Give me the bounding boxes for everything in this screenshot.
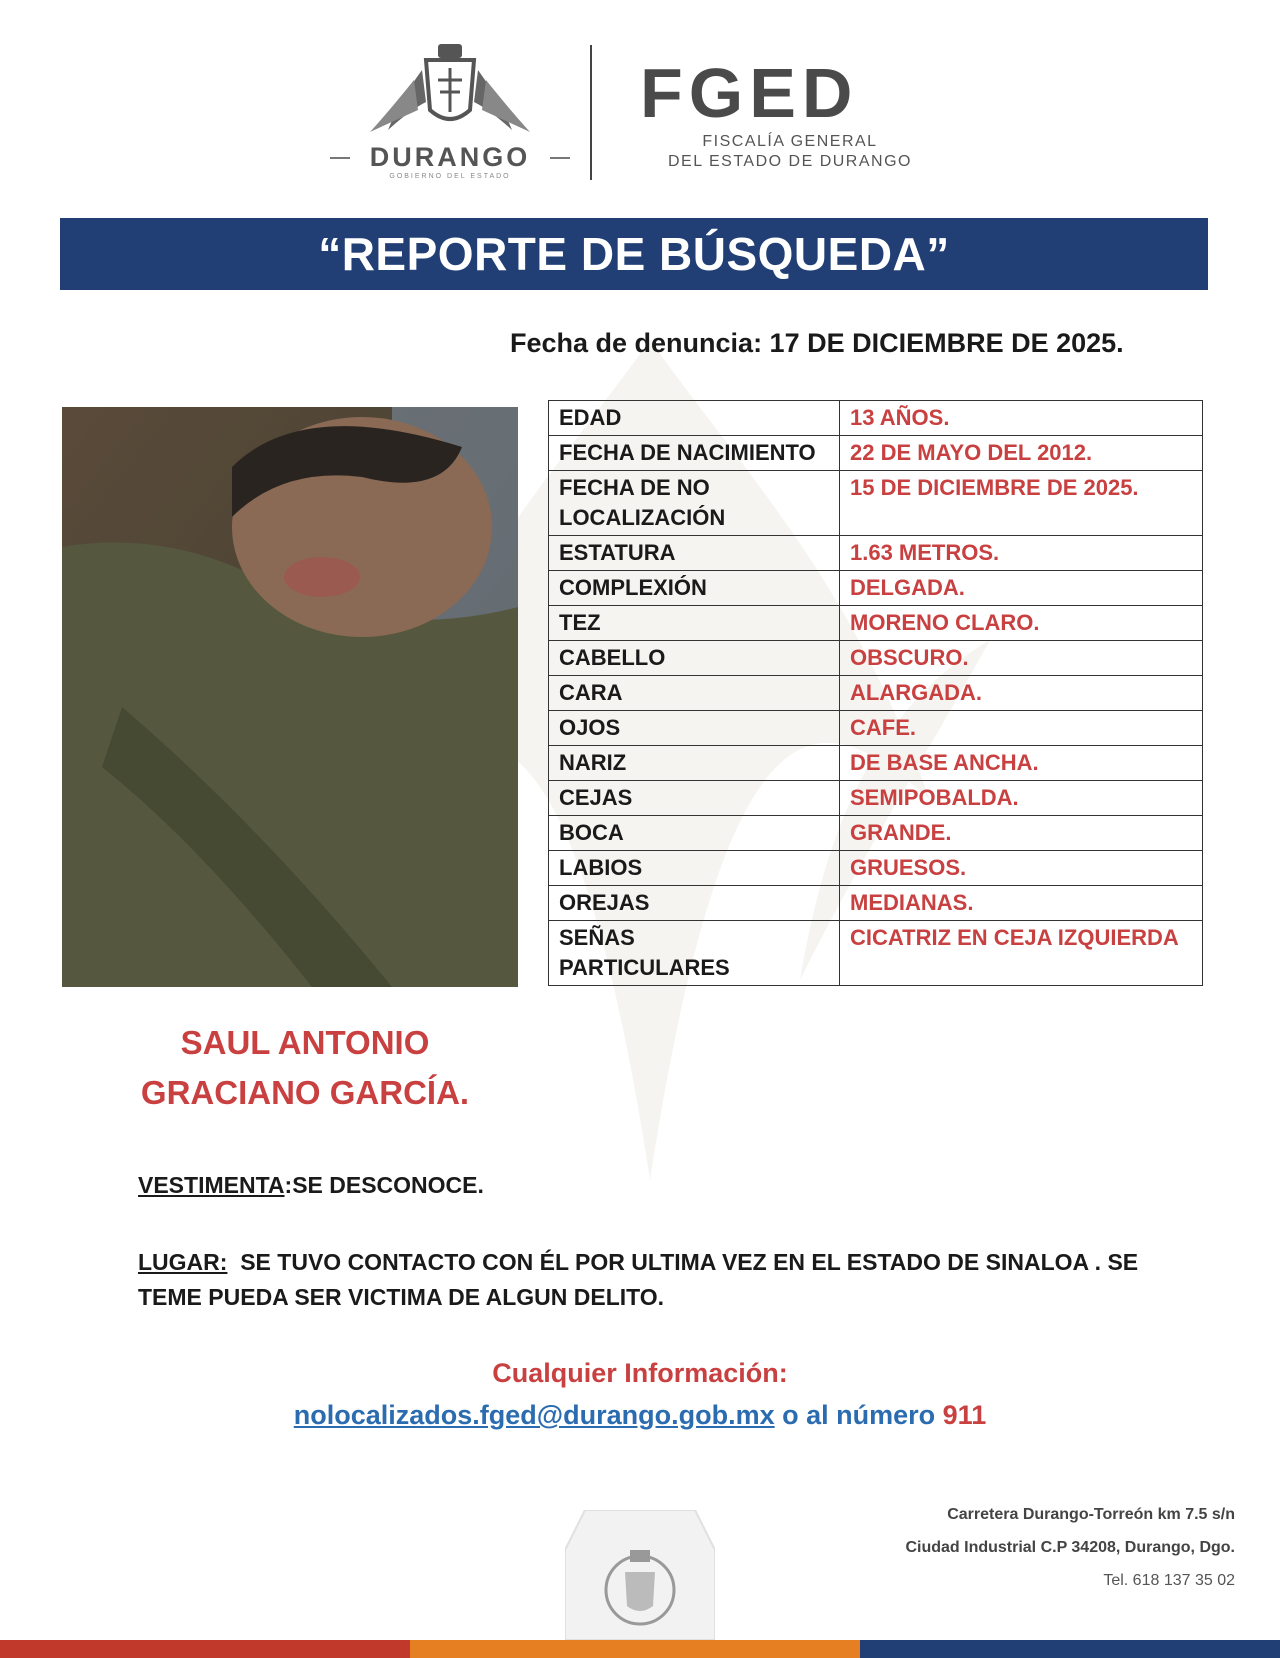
- person-photo-icon: [62, 407, 518, 987]
- detail-label: NARIZ: [549, 746, 840, 781]
- detail-value: 13 AÑOS.: [840, 401, 1203, 436]
- vestimenta-label: VESTIMENTA: [138, 1172, 285, 1198]
- detail-value: DELGADA.: [840, 571, 1203, 606]
- table-row: [549, 536, 1203, 571]
- detail-value: MORENO CLARO.: [840, 606, 1203, 641]
- table-row: [549, 641, 1203, 676]
- contact-email-link[interactable]: nolocalizados.fged@durango.gob.mx: [293, 1400, 775, 1430]
- fged-subtitle: [640, 132, 940, 172]
- contact-connector: o al número: [774, 1400, 943, 1430]
- detail-label: FECHA DE NO LOCALIZACIÓN: [549, 471, 840, 536]
- detail-value: DE BASE ANCHA.: [840, 746, 1203, 781]
- footer-color-bar: [0, 1640, 1280, 1658]
- detail-label: COMPLEXIÓN: [549, 571, 840, 606]
- lugar-value: SE TUVO CONTACTO CON ÉL POR ULTIMA VEZ EN EL ESTADO DE SINALOA . SE TEME PUEDA SER VICTIMA DE ALGUN DELITO.: [138, 1249, 1145, 1310]
- table-row: [549, 851, 1203, 886]
- vestimenta: [138, 1172, 484, 1199]
- detail-label: CABELLO: [549, 641, 840, 676]
- detail-label: FECHA DE NACIMIENTO: [549, 436, 840, 471]
- table-row: [549, 711, 1203, 746]
- durango-logo-text: DURANGO: [369, 142, 531, 172]
- detail-label: OJOS: [549, 711, 840, 746]
- footer-segment-red: [0, 1640, 410, 1658]
- table-row: [549, 401, 1203, 436]
- fged-subtitle-line1: FISCALÍA GENERAL: [702, 133, 878, 150]
- contact-line: [0, 1400, 1280, 1431]
- detail-value: CAFE.: [840, 711, 1203, 746]
- footer-segment-blue: [860, 1640, 1280, 1658]
- table-row: [549, 886, 1203, 921]
- table-row: [549, 436, 1203, 471]
- lugar-label: LUGAR:: [138, 1249, 228, 1275]
- table-row: [549, 816, 1203, 851]
- address-block: [905, 1498, 1235, 1597]
- fecha-denuncia: Fecha de denuncia: 17 DE DICIEMBRE DE 2025.: [510, 328, 1124, 358]
- detail-value: MEDIANAS.: [840, 886, 1203, 921]
- address-line2: Ciudad Industrial C.P 34208, Durango, Dgo.: [905, 1539, 1235, 1556]
- vestimenta-value: :SE DESCONOCE.: [284, 1172, 484, 1198]
- detail-label: BOCA: [549, 816, 840, 851]
- detail-label: LABIOS: [549, 851, 840, 886]
- durango-logo-subtext: GOBIERNO DEL ESTADO: [389, 173, 511, 180]
- detail-value: 1.63 METROS.: [840, 536, 1203, 571]
- banner-title: “REPORTE DE BÚSQUEDA”: [318, 228, 950, 280]
- detail-label: CEJAS: [549, 781, 840, 816]
- fged-title: FGED: [640, 54, 859, 132]
- durango-emblem-icon: [330, 40, 570, 140]
- detail-label: CARA: [549, 676, 840, 711]
- detail-label: TEZ: [549, 606, 840, 641]
- detail-label: OREJAS: [549, 886, 840, 921]
- person-name: [105, 1018, 505, 1118]
- detail-value: 22 DE MAYO DEL 2012.: [840, 436, 1203, 471]
- durango-logo: [330, 40, 570, 185]
- table-row: [549, 676, 1203, 711]
- detail-label: SEÑAS PARTICULARES: [549, 921, 840, 986]
- address-tel: Tel. 618 137 35 02: [1103, 1572, 1235, 1589]
- contact-phone: 911: [942, 1400, 987, 1430]
- detail-value: GRANDE.: [840, 816, 1203, 851]
- address-line1: Carretera Durango-Torreón km 7.5 s/n: [947, 1506, 1235, 1523]
- report-banner: [60, 218, 1208, 290]
- detail-label: ESTATURA: [549, 536, 840, 571]
- table-row: [549, 746, 1203, 781]
- footer-segment-orange: [410, 1640, 860, 1658]
- fged-subtitle-line2: DEL ESTADO DE DURANGO: [668, 153, 912, 170]
- table-row: [549, 606, 1203, 641]
- contact-title: Cualquier Información:: [492, 1358, 788, 1388]
- detail-value: GRUESOS.: [840, 851, 1203, 886]
- header-divider: [590, 45, 592, 180]
- table-row: [549, 921, 1203, 986]
- detail-value: SEMIPOBALDA.: [840, 781, 1203, 816]
- detail-value: ALARGADA.: [840, 676, 1203, 711]
- state-seal-icon: [565, 1510, 715, 1640]
- detail-value: OBSCURO.: [840, 641, 1203, 676]
- detail-value: 15 DE DICIEMBRE DE 2025.: [840, 471, 1203, 536]
- detail-value: CICATRIZ EN CEJA IZQUIERDA: [840, 921, 1203, 986]
- person-name-line2: GRACIANO GARCÍA.: [140, 1074, 470, 1111]
- missing-person-photo: [62, 407, 518, 987]
- detail-label: EDAD: [549, 401, 840, 436]
- table-row: [549, 571, 1203, 606]
- person-name-line1: SAUL ANTONIO: [180, 1024, 430, 1061]
- table-row: [549, 781, 1203, 816]
- details-table: [548, 400, 1203, 986]
- lugar: [138, 1245, 1208, 1315]
- table-row: [549, 471, 1203, 536]
